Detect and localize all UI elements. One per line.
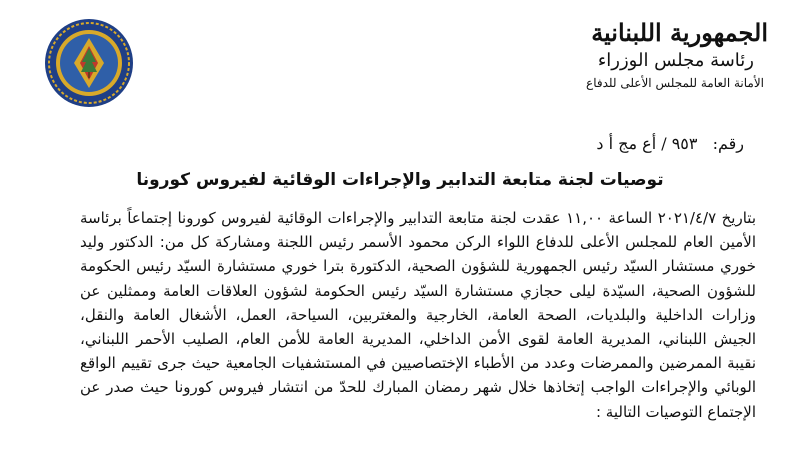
seal-icon: [44, 18, 134, 108]
official-seal: [44, 18, 134, 108]
reference-label: رقم:: [712, 134, 744, 153]
document-title: توصيات لجنة متابعة التدابير والإجراءات الوقائية لفيروس كورونا: [136, 170, 664, 190]
republic-heading: الجمهورية اللبنانية: [591, 18, 768, 47]
secretariat-heading: الأمانة العامة للمجلس الأعلى للدفاع: [586, 76, 764, 90]
document-body: [80, 206, 756, 424]
reference-number: [596, 134, 744, 153]
reference-value: ٩٥٣ / أع مج أ د: [596, 134, 698, 153]
body-paragraph: بتاريخ ٢٠٢١/٤/٧ الساعة ١١,٠٠ عقدت لجنة متابعة التدابير والإجراءات الوقائية لفيروس كورونا إجتماعاً برئاسة الأمين العام للمجلس الأعلى للدفاع اللواء الركن محمود الأسمر رئيس اللجنة ومشاركة كل من: الدكتور وليد خوري مستشار السيّد رئيس الجمهورية للشؤون الصحية، الدكتورة بترا خوري مستشارة السيّد رئيس الحكومة للشؤون الصحية، السيّدة ليلى حجازي مستشارة السيّد رئيس الحكومة لشؤون العلاقات العامة وممثلين عن وزارات الداخلية والبلديات، الصحة العامة، الخارجية والمغتربين، السياحة، العمل، الأشغال العامة والنقل، الجيش اللبناني، المديرية العامة لقوى الأمن الداخلي، المديرية العامة للأمن العام، الصليب الأحمر اللبناني، نقيبة الممرضين والممرضات وعدد من الأطباء الإختصاصيين في المستشفيات الجامعية حيث جرى تقييم الواقع الوبائي والإجراءات الواجب إتخاذها خلال شهر رمضان المبارك للحدّ من انتشار فيروس كورونا حيث صدر عن الإجتماع التوصيات التالية :: [80, 209, 756, 421]
presidency-heading: رئاسة مجلس الوزراء: [597, 50, 754, 71]
letterhead: [508, 18, 768, 92]
